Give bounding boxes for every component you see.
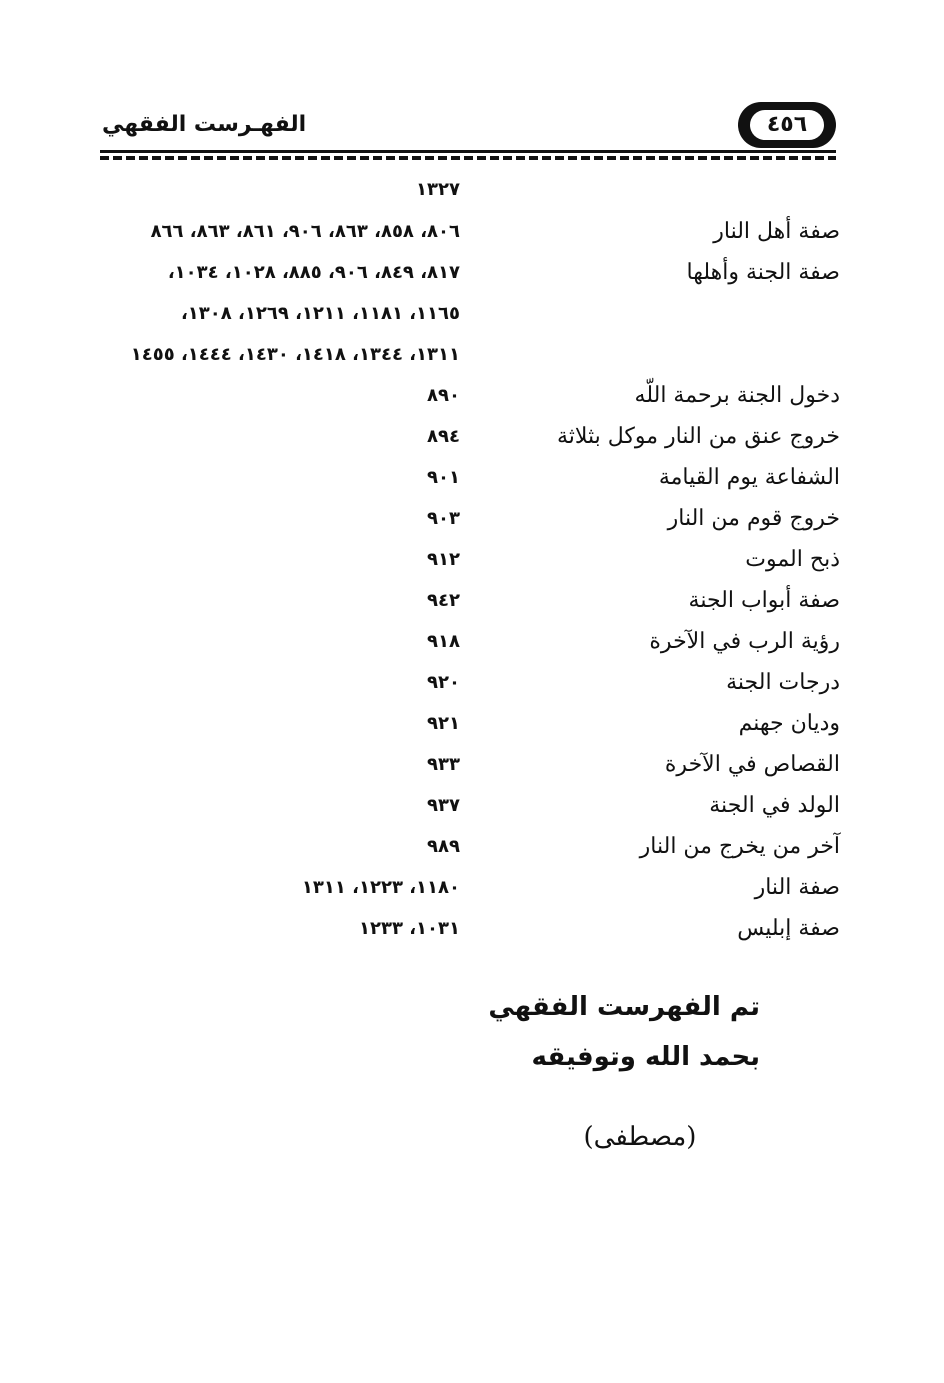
signature: (مصطفى) <box>583 1122 697 1152</box>
page-number: ٤٥٦ <box>750 110 824 140</box>
index-pages: ٨٩٤ <box>427 426 460 447</box>
header-rule <box>100 150 836 153</box>
index-pages: ٩٣٣ <box>427 754 460 775</box>
index-topic: صفة أبواب الجنة <box>688 588 840 613</box>
index-pages: ٩٠٣ <box>427 508 460 529</box>
index-pages: ٩٠١ <box>427 467 460 488</box>
index-topic: خروج قوم من النار <box>667 506 840 531</box>
index-topic: درجات الجنة <box>726 670 840 695</box>
index-entry <box>100 172 840 208</box>
index-pages: ١٣٢٧ <box>416 179 460 200</box>
index-entry <box>100 337 840 373</box>
closing-line-1: تم الفهرست الفقهي <box>488 992 760 1022</box>
index-pages: ١٠٣١، ١٢٣٣ <box>358 918 460 939</box>
index-entry <box>100 255 840 291</box>
index-entry <box>100 378 840 414</box>
index-pages: ٩٣٧ <box>427 795 460 816</box>
running-title: الفهـرست الفقهي <box>102 112 307 137</box>
header-dashed-rule <box>100 156 836 160</box>
index-pages: ٩١٨ <box>427 631 460 652</box>
index-topic: رؤية الرب في الآخرة <box>649 629 840 654</box>
index-pages: ٩١٢ <box>427 549 460 570</box>
index-entry <box>100 501 840 537</box>
index-topic: صفة إبليس <box>737 916 840 941</box>
page-number-badge <box>738 102 836 148</box>
index-pages: ٩٨٩ <box>427 836 460 857</box>
index-pages: ١١٦٥، ١١٨١، ١٢١١، ١٢٦٩، ١٣٠٨، <box>180 303 460 324</box>
index-entry <box>100 624 840 660</box>
index-pages: ٩٢١ <box>427 713 460 734</box>
index-entry <box>100 583 840 619</box>
index-entry <box>100 911 840 947</box>
index-pages: ٩٢٠ <box>427 672 460 693</box>
index-topic: صفة الجنة وأهلها <box>686 260 840 285</box>
index-entry <box>100 788 840 824</box>
index-pages: ٨٩٠ <box>427 385 460 406</box>
index-entry <box>100 296 840 332</box>
index-topic: القصاص في الآخرة <box>664 752 840 777</box>
index-entry <box>100 829 840 865</box>
index-entry <box>100 460 840 496</box>
index-topic: خروج عنق من النار موكل بثلاثة <box>556 424 840 449</box>
index-entry <box>100 419 840 455</box>
index-entry <box>100 706 840 742</box>
index-topic: ذبح الموت <box>745 547 840 572</box>
index-pages: ٨٠٦، ٨٥٨، ٨٦٣، ٩٠٦، ٨٦١، ٨٦٣، ٨٦٦ <box>150 221 460 242</box>
index-topic: صفة النار <box>754 875 840 900</box>
index-pages: ١٣١١، ١٣٤٤، ١٤١٨، ١٤٣٠، ١٤٤٤، ١٤٥٥ <box>130 344 460 365</box>
index-topic: دخول الجنة برحمة اللّه <box>634 383 840 408</box>
index-entry <box>100 214 840 250</box>
index-pages: ٩٤٢ <box>427 590 460 611</box>
index-entry <box>100 747 840 783</box>
index-pages: ١١٨٠، ١٢٢٣، ١٣١١ <box>301 877 460 898</box>
index-pages: ٨١٧، ٨٤٩، ٩٠٦، ٨٨٥، ١٠٢٨، ١٠٣٤، <box>167 262 460 283</box>
index-topic: آخر من يخرج من النار <box>639 834 840 859</box>
index-entry <box>100 542 840 578</box>
index-entry <box>100 870 840 906</box>
index-topic: صفة أهل النار <box>713 219 840 244</box>
page-header <box>100 98 836 160</box>
index-topic: الولد في الجنة <box>709 793 840 818</box>
closing-line-2: بحمد الله وتوفيقه <box>531 1042 760 1072</box>
index-topic: الشفاعة يوم القيامة <box>658 465 840 490</box>
index-entry <box>100 665 840 701</box>
index-topic: وديان جهنم <box>738 711 840 736</box>
